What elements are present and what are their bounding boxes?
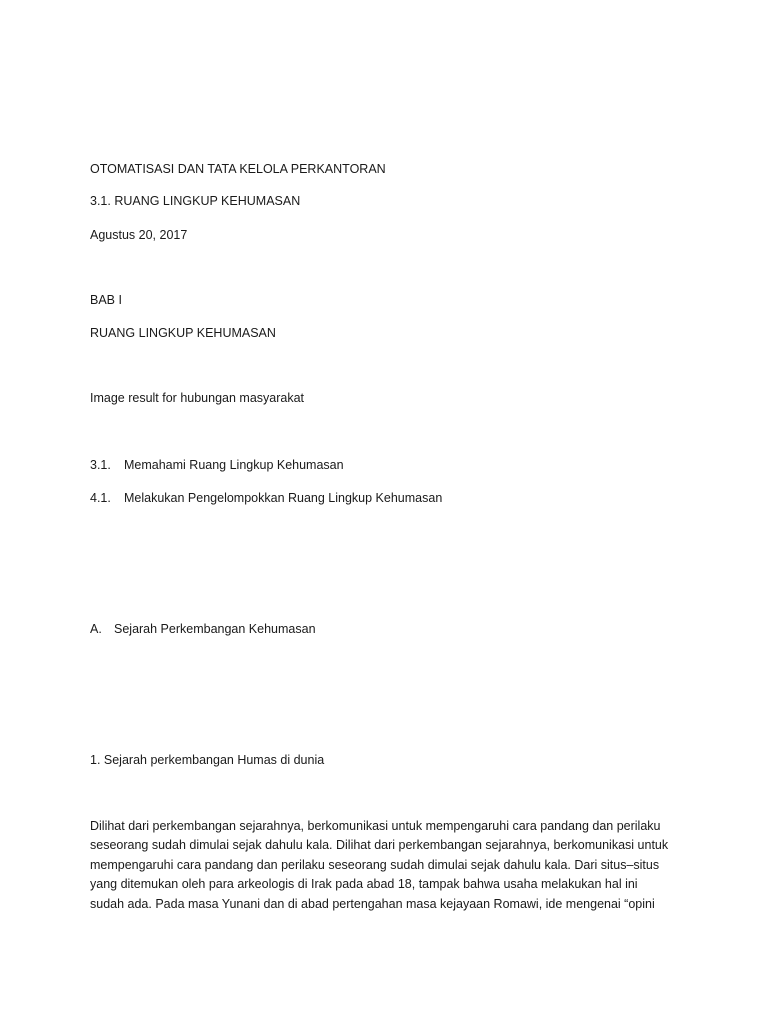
chapter-title: RUANG LINGKUP KEHUMASAN	[90, 326, 276, 340]
paragraph-line: yang ditemukan oleh para arkeologis di Irak pada abad 18, tampak bahwa usaha melakukan hal ini	[90, 877, 638, 892]
subsection-heading: 1. Sejarah perkembangan Humas di dunia	[90, 753, 325, 767]
competency-text: Memahami Ruang Lingkup Kehumasan	[124, 458, 344, 472]
body-paragraph	[90, 817, 686, 914]
section-title: Sejarah Perkembangan Kehumasan	[114, 622, 316, 636]
header-title: OTOMATISASI DAN TATA KELOLA PERKANTORAN	[90, 162, 386, 176]
post-date: Agustus 20, 2017	[90, 228, 188, 242]
image-alt-text: Image result for hubungan masyarakat	[90, 391, 305, 405]
paragraph-line: seseorang sudah dimulai sejak dahulu kala. Dilihat dari perkembangan sejarahnya, berkomunikasi untuk	[90, 838, 669, 853]
competency-text: Melakukan Pengelompokkan Ruang Lingkup Kehumasan	[124, 491, 443, 505]
section-letter: A.	[90, 622, 102, 636]
section-heading-a	[90, 621, 316, 637]
paragraph-line: mempengaruhi cara pandang dan perilaku seseorang sudah dimulai sejak dahulu kala. Dari situs–situs	[90, 857, 660, 872]
competency-number: 4.1.	[90, 491, 111, 505]
paragraph-line: sudah ada. Pada masa Yunani dan di abad pertengahan masa kejayaan Romawi, ide mengenai “opini	[90, 896, 655, 911]
competency-item	[90, 490, 442, 506]
chapter-label: BAB I	[90, 293, 122, 307]
competency-item	[90, 457, 344, 473]
post-title: 3.1. RUANG LINGKUP KEHUMASAN	[90, 194, 301, 208]
competency-number: 3.1.	[90, 458, 111, 472]
paragraph-line: Dilihat dari perkembangan sejarahnya, berkomunikasi untuk mempengaruhi cara pandang dan perilaku	[90, 819, 661, 833]
